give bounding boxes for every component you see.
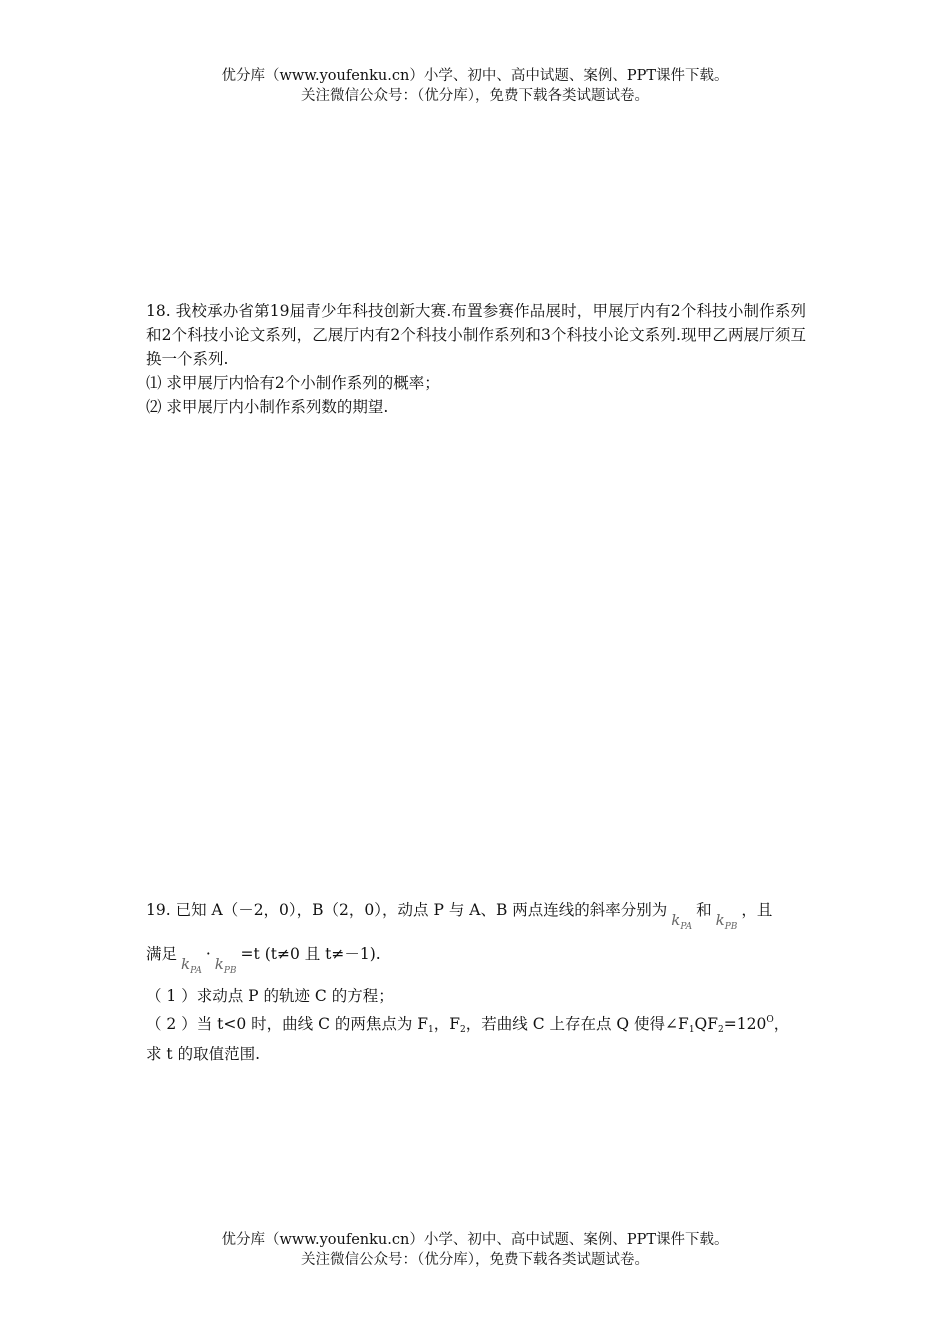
- subscript-pa: PA: [190, 966, 202, 976]
- question-19-text-b: 和: [696, 901, 712, 919]
- subscript-2: 2: [718, 1025, 724, 1035]
- part-2-text-d: QF: [694, 1015, 719, 1033]
- question-19-line-2: [146, 942, 806, 976]
- subscript-pa: PA: [680, 922, 693, 932]
- question-18: [146, 299, 806, 419]
- k-symbol: k: [181, 955, 191, 973]
- subscript-pb: PB: [223, 966, 237, 976]
- footer-line-2: 关注微信公众号：（优分库），免费下载各类试题试卷。: [301, 1252, 649, 1268]
- question-19-part-1: （ 1 ）求动点 P 的轨迹 C 的方程；: [146, 987, 394, 1005]
- header-line-2: 关注微信公众号：（优分库），免费下载各类试题试卷。: [301, 88, 649, 104]
- degree-superscript: O: [766, 1015, 774, 1025]
- question-19-text-a: 19. 已知 A（－2，0），B（2，0），动点 P 与 A、B 两点连线的斜率分别为: [146, 901, 668, 919]
- slope-k-pb: [716, 908, 738, 939]
- question-18-stem: 18. 我校承办省第19届青少年科技创新大赛.布置参赛作品展时，甲展厅内有2个科技小制作系列和2个科技小论文系列，乙展厅内有2个科技小制作系列和3个科技小论文系列.现甲乙两展厅须互换一个系列.: [146, 302, 806, 368]
- k-symbol: k: [214, 955, 224, 973]
- question-18-part-1: ⑴ 求甲展厅内恰有2个小制作系列的概率；: [146, 374, 440, 392]
- part-2-text-f: ，: [773, 1015, 790, 1033]
- slope-k-pa: [671, 908, 692, 939]
- page-header: [0, 66, 950, 106]
- question-19-part-3: 求 t 的取值范围.: [146, 1045, 261, 1063]
- question-19-text-c: ，且: [741, 901, 773, 919]
- part-2-text-e: =120: [723, 1015, 767, 1033]
- page-footer: [0, 1230, 950, 1270]
- subscript-1: 1: [688, 1025, 695, 1035]
- question-19-satisfy: 满足: [146, 945, 178, 963]
- slope-k-pa-product: [181, 952, 202, 983]
- k-symbol: k: [715, 911, 725, 929]
- header-line-1: 优分库（www.youfenku.cn）小学、初中、高中试题、案例、PPT课件下载。: [221, 68, 729, 84]
- question-19: [146, 898, 806, 1066]
- slope-k-pb-product: [215, 952, 237, 983]
- question-19-condition: =t (t≠0 且 t≠－1).: [240, 945, 381, 963]
- subscript-2: 2: [460, 1025, 466, 1035]
- multiply-dot: ·: [205, 945, 211, 963]
- subscript-1: 1: [428, 1025, 434, 1035]
- question-19-line-1: [146, 898, 806, 932]
- part-2-text-c: ，若曲线 C 上存在点 Q 使得∠F: [465, 1015, 689, 1033]
- part-2-text-b: ，F: [433, 1015, 461, 1033]
- question-19-part-2: [146, 1008, 806, 1042]
- question-18-part-2: ⑵ 求甲展厅内小制作系列数的期望.: [146, 398, 389, 416]
- k-symbol: k: [671, 911, 681, 929]
- footer-line-1: 优分库（www.youfenku.cn）小学、初中、高中试题、案例、PPT课件下载。: [221, 1232, 729, 1248]
- subscript-pb: PB: [724, 922, 738, 932]
- part-2-text-a: （ 2 ）当 t<0 时，曲线 C 的两焦点为 F: [146, 1015, 429, 1033]
